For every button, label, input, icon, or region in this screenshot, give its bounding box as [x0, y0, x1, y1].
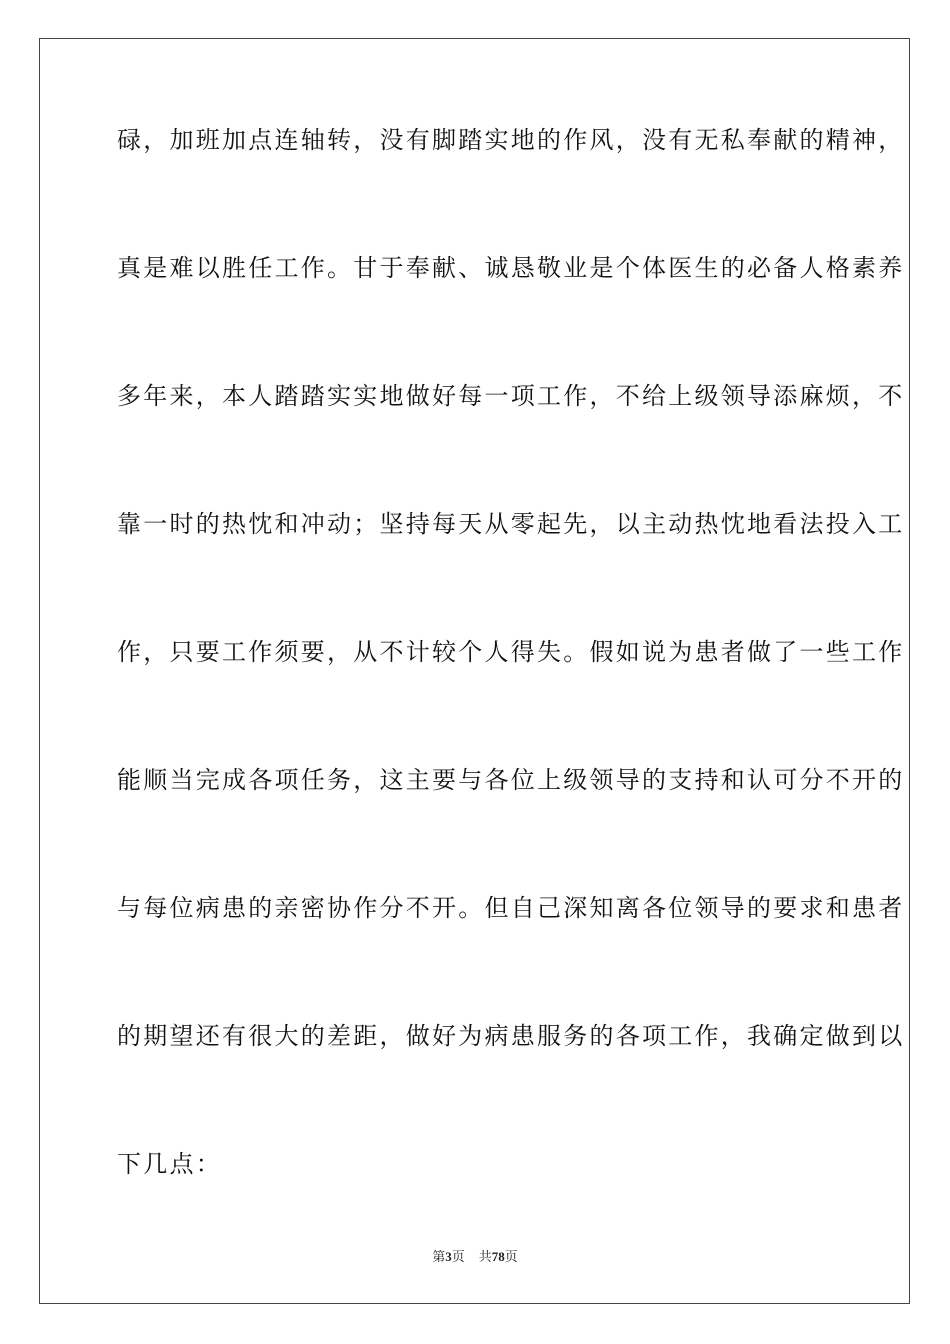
total-prefix: 共: [478, 1250, 492, 1265]
body-line-1: 碌，加班加点连轴转，没有脚踏实地的作风，没有无私奉献的精神，: [117, 126, 905, 154]
body-line-7: 与每位病患的亲密协作分不开。但自己深知离各位领导的要求和患者: [117, 894, 905, 922]
page-footer: [0, 1249, 950, 1266]
body-line-4: 靠一时的热忱和冲动；坚持每天从零起先，以主动热忱地看法投入工: [117, 510, 905, 538]
current-page-number: 3: [445, 1249, 452, 1264]
document-body: [117, 126, 905, 1280]
total-suffix: 页: [504, 1250, 518, 1265]
page-prefix: 第: [432, 1250, 446, 1265]
body-line-3: 多年来，本人踏踏实实地做好每一项工作，不给上级领导添麻烦，不: [117, 382, 905, 410]
body-line-2: 真是难以胜任工作。甘于奉献、诚恳敬业是个体医生的必备人格素养: [117, 254, 905, 282]
body-line-8: 的期望还有很大的差距，做好为病患服务的各项工作，我确定做到以: [117, 1022, 905, 1050]
total-page-count: 78: [491, 1249, 505, 1264]
page-suffix: 页: [451, 1250, 465, 1265]
body-line-6: 能顺当完成各项任务，这主要与各位上级领导的支持和认可分不开的: [117, 766, 905, 794]
body-line-5: 作，只要工作须要，从不计较个人得失。假如说为患者做了一些工作: [117, 638, 905, 666]
body-line-9: 下几点：: [117, 1150, 222, 1178]
